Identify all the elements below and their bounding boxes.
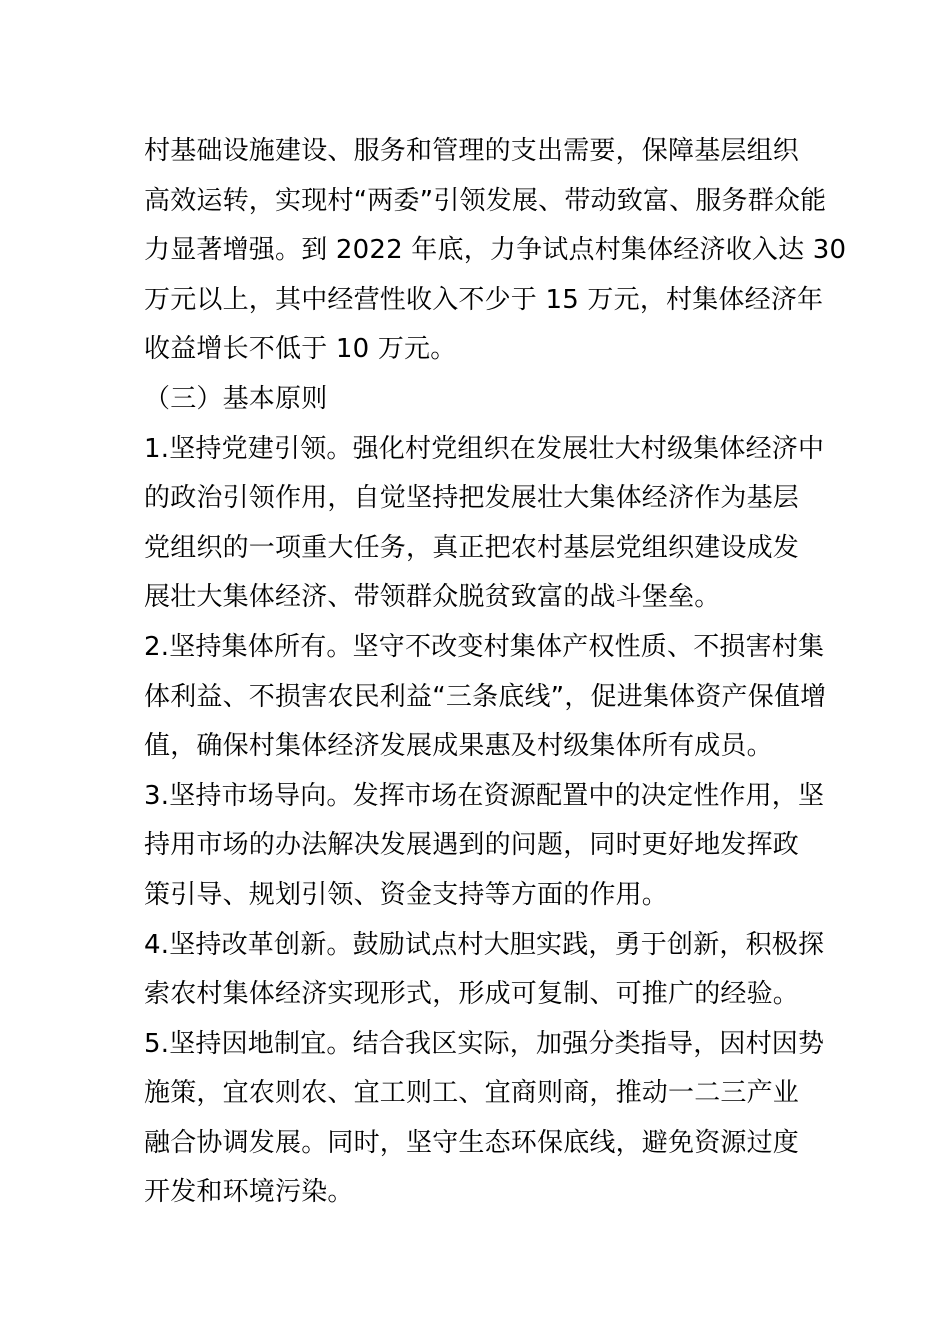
section-heading: （三）基本原则 [144, 383, 328, 414]
text-line: 万元以上，其中经营性收入不少于 15 万元，村集体经济年 [144, 284, 824, 315]
text-line: 村基础设施建设、服务和管理的支出需要，保障基层组织 [144, 136, 800, 166]
text-line: 高效运转，实现村“两委”引领发展、带动致富、服务群众能 [144, 185, 827, 216]
text-line: 党组织的一项重大任务，真正把农村基层党组织建设成发 [144, 532, 800, 563]
text-line: 持用市场的办法解决发展遇到的问题，同时更好地发挥政 [144, 830, 800, 861]
text-line: 收益增长不低于 10 万元。 [144, 334, 457, 365]
text-line: 施策，宜农则农、宜工则工、宜商则商，推动一二三产业 [144, 1078, 800, 1109]
text-line: 融合协调发展。同时，坚守生态环保底线，避免资源过度 [144, 1127, 800, 1158]
principle-3-line: 3.坚持市场导向。发挥市场在资源配置中的决定性作用，坚 [144, 780, 825, 811]
text-line: 值，确保村集体经济发展成果惠及村级集体所有成员。 [144, 731, 773, 762]
text-line: 体利益、不损害农民利益“三条底线”，促进集体资产保值增 [144, 681, 827, 712]
text-line: 索农村集体经济实现形式，形成可复制、可推广的经验。 [144, 979, 800, 1010]
text-line: 力显著增强。到 2022 年底，力争试点村集体经济收入达 30 [144, 235, 847, 266]
text-line: 展壮大集体经济、带领群众脱贫致富的战斗堡垒。 [144, 582, 721, 613]
text-line: 策引导、规划引领、资金支持等方面的作用。 [144, 879, 669, 910]
principle-2-line: 2.坚持集体所有。坚守不改变村集体产权性质、不损害村集 [144, 631, 825, 662]
principle-5-line: 5.坚持因地制宜。结合我区实际，加强分类指导，因村因势 [144, 1028, 825, 1059]
text-line: 的政治引领作用，自觉坚持把发展壮大集体经济作为基层 [144, 483, 800, 514]
text-line: 开发和环境污染。 [144, 1177, 354, 1208]
principle-1-line: 1.坚持党建引领。强化村党组织在发展壮大村级集体经济中 [144, 433, 825, 464]
principle-4-line: 4.坚持改革创新。鼓励试点村大胆实践，勇于创新，积极探 [144, 929, 825, 960]
document-body [144, 127, 847, 1218]
